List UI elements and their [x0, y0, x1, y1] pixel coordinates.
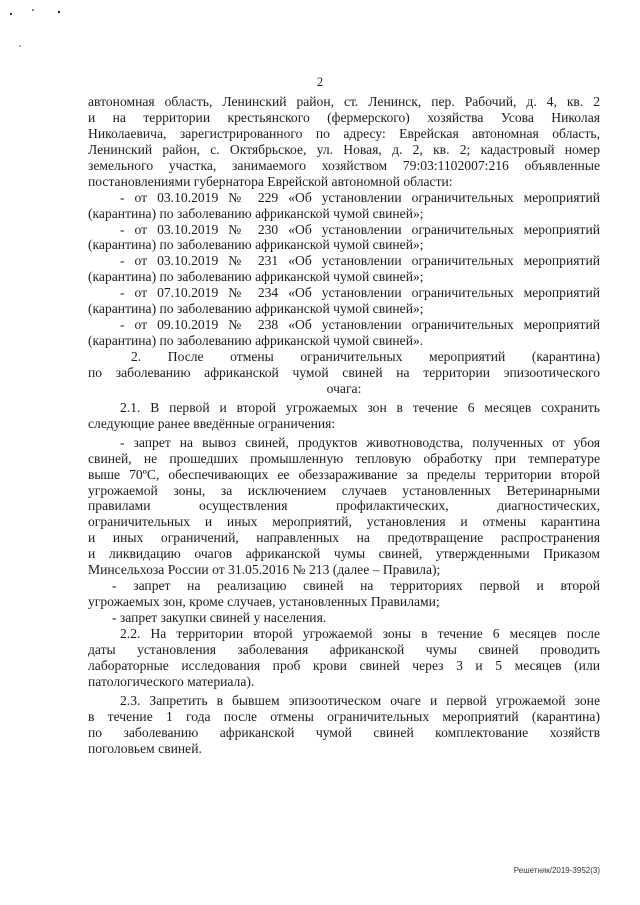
text-line: (карантина) по заболеванию африканской чумой свиней»; — [88, 269, 424, 285]
text-line: 2.2. На территории второй угрожаемой зоны в течение 6 месяцев после — [120, 625, 600, 641]
text-line: (карантина) по заболеванию африканской чумой свиней»; — [88, 205, 424, 221]
text-line: Николаевича, зарегистрированного по адресу: Еврейская автономная область, — [88, 125, 600, 141]
text-line: поголовьем свиней. — [88, 740, 202, 756]
text-line: ограничительных и иных мероприятий, установления и отмены карантина — [88, 514, 600, 530]
text-line: угрожаемой зоны, за исключением случаев установленных Ветеринарными — [88, 482, 600, 498]
text-line: - от 07.10.2019 № 234 «Об установлении ограничительных мероприятий — [120, 285, 600, 301]
text-line: - от 03.10.2019 № 231 «Об установлении ограничительных мероприятий — [120, 253, 600, 269]
text-line: - запрет закупки свиней у населения. — [112, 610, 327, 625]
text-line: - от 03.10.2019 № 229 «Об установлении ограничительных мероприятий — [120, 189, 600, 205]
text-line: постановлениями губернатора Еврейской автономной области: — [88, 173, 453, 189]
document-reference-code: Решетняк/2019-3952(3) — [513, 866, 600, 875]
text-line: - запрет на вывоз свиней, продуктов животноводства, полученных от убоя — [120, 434, 600, 450]
text-line: по заболеванию африканской чумой свиней комплектование хозяйств — [88, 724, 600, 740]
text-line: свиней, не прошедших промышленную тепловую обработку при температуре — [88, 450, 600, 466]
text-line: правилами осуществления профилактических, диагностических, — [88, 498, 600, 514]
text-line: - от 09.10.2019 № 238 «Об установлении ограничительных мероприятий — [120, 317, 600, 333]
text-line: очага: — [326, 380, 362, 396]
text-line: следующие ранее введённые ограничения: — [88, 415, 336, 431]
text-line: - запрет на реализацию свиней на территориях первой и второй — [112, 578, 600, 594]
text-line: патологического материала). — [88, 673, 255, 689]
text-line: 2.1. В первой и второй угрожаемых зон в течение 6 месяцев сохранить — [120, 399, 600, 415]
text-line: выше 70ºС, обеспечивающих ее обеззараживание за пределы территории второй — [88, 466, 600, 482]
text-line: угрожаемых зон, кроме случаев, установленных Правилами; — [88, 594, 440, 610]
text-line: и иных ограничений, направленных на предотвращение распространения — [88, 530, 600, 546]
page-number: 2 — [316, 75, 324, 89]
text-line: земельного участка, занимаемого хозяйством 79:03:1102007:216 объявленные — [88, 157, 600, 173]
text-line: (карантина) по заболеванию африканской чумой свиней». — [88, 333, 424, 349]
text-line: в течение 1 года после отмены ограничительных мероприятий (карантина) — [88, 708, 600, 724]
text-line: по заболеванию африканской чумой свиней на территории эпизоотического — [88, 364, 600, 380]
text-line: - от 03.10.2019 № 230 «Об установлении ограничительных мероприятий — [120, 221, 600, 237]
text-line: (карантина) по заболеванию африканской чумой свиней»; — [88, 301, 424, 317]
text-line: автономная область, Ленинский район, ст. Ленинск, пер. Рабочий, д. 4, кв. 2 — [88, 94, 600, 109]
text-line: Минсельхоза России от 31.05.2016 № 213 (далее – Правила); — [88, 562, 441, 578]
text-line: даты установления заболевания африканской чумы свиней проводить — [88, 641, 600, 657]
text-line: (карантина) по заболеванию африканской чумой свиней»; — [88, 237, 424, 253]
scan-specks — [0, 0, 90, 70]
text-line: Ленинский район, с. Октябрьское, ул. Новая, д. 2, кв. 2; кадастровый номер — [88, 141, 600, 157]
document-body — [88, 94, 600, 756]
text-line: и на территории крестьянского (фермерского) хозяйства Усова Николая — [88, 109, 600, 125]
text-line: лабораторные исследования проб крови свиней через 3 и 5 месяцев (или — [88, 657, 600, 673]
text-line: и ликвидацию очагов африканской чумы свиней, утвержденными Приказом — [88, 546, 600, 562]
text-line: 2.3. Запретить в бывшем эпизоотическом очаге и первой угрожаемой зоне — [120, 692, 600, 708]
text-line: 2. После отмены ограничительных мероприятий (карантина) — [131, 349, 600, 364]
